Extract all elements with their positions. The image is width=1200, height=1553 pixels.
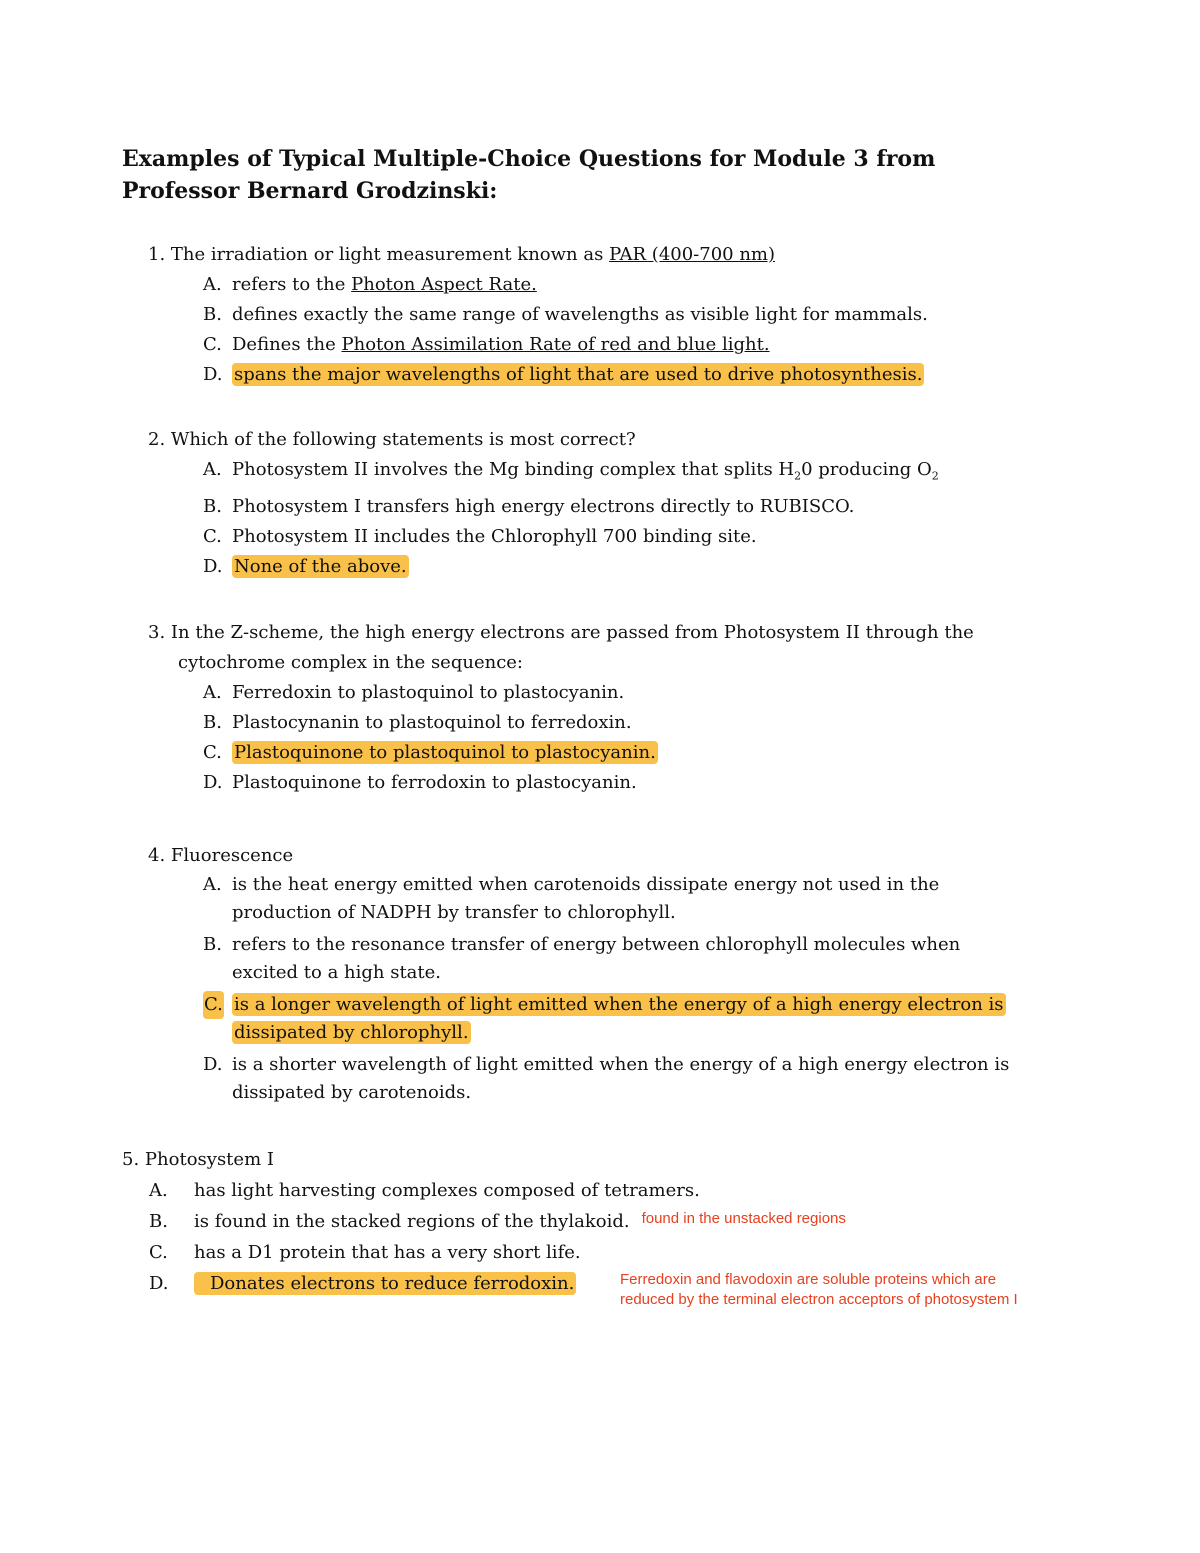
option-4b: [148, 931, 1108, 987]
option-3d: [148, 768, 1108, 798]
option-letter: D.: [203, 555, 223, 577]
option-1d: [148, 360, 1108, 390]
annotation-note: [620, 1270, 1090, 1310]
option-text-mid: 0 producing O: [801, 459, 932, 480]
option-4d: [148, 1051, 1108, 1107]
question-number: 3.: [148, 622, 166, 643]
option-line-1: is a shorter wavelength of light emitted when the energy of a high energy electron is: [232, 1054, 1010, 1075]
option-letter: C.: [203, 742, 222, 763]
option-letter: A.: [149, 1180, 168, 1201]
option-2b: [148, 492, 1108, 522]
option-5a: [122, 1175, 1082, 1206]
option-letter: B.: [149, 1211, 168, 1232]
question-text: The irradiation or light measurement known as: [170, 244, 610, 265]
option-letter: C.: [203, 525, 222, 547]
option-3c: [148, 738, 1108, 768]
question-text: In the Z-scheme, the high energy electrons are passed from Photosystem II through the: [170, 622, 974, 643]
option-letter: C.: [203, 334, 222, 355]
option-3b: [148, 708, 1108, 738]
option-letter: A.: [203, 459, 222, 480]
question-1: [148, 240, 1108, 390]
option-line-2: excited to a high state.: [232, 962, 442, 983]
option-letter: C.: [203, 991, 224, 1019]
subscript: 2: [931, 469, 939, 483]
option-text: Photosystem I transfers high energy electrons directly to RUBISCO.: [232, 495, 855, 517]
option-text: refers to the: [232, 274, 352, 295]
option-letter: B.: [203, 934, 222, 955]
option-3a: [148, 678, 1108, 708]
option-underlined: Photon Aspect Rate.: [351, 274, 537, 295]
option-letter: A.: [203, 682, 222, 703]
option-text: is found in the stacked regions of the thylakoid.: [194, 1211, 630, 1232]
option-2c: [148, 522, 1108, 552]
option-text: Plastoquinone to ferrodoxin to plastocyanin.: [232, 772, 637, 793]
highlighted-answer: spans the major wavelengths of light that are used to drive photosynthesis.: [234, 364, 923, 385]
option-line-1: refers to the resonance transfer of energy between chlorophyll molecules when: [232, 934, 961, 955]
highlighted-answer-line-1: is a longer wavelength of light emitted when the energy of a high energy electron is: [234, 994, 1004, 1015]
question-text: Fluorescence: [170, 845, 294, 866]
option-letter: B.: [203, 495, 222, 517]
question-number: 2.: [148, 429, 166, 450]
highlighted-answer: Plastoquinone to plastoquinol to plastocyanin.: [234, 742, 656, 763]
option-letter: D.: [203, 772, 223, 793]
option-text: Photosystem II involves the Mg binding complex that splits H: [232, 459, 795, 480]
option-5b: [122, 1206, 1082, 1237]
question-2-stem: [148, 425, 1108, 455]
option-letter: A.: [203, 274, 222, 295]
option-2d: [148, 552, 1108, 582]
option-text: has a D1 protein that has a very short life.: [194, 1242, 581, 1263]
option-letter: A.: [203, 874, 222, 895]
question-3-stem-continued: cytochrome complex in the sequence:: [178, 652, 523, 673]
page-title: [122, 143, 1102, 207]
option-2a: [148, 455, 1108, 492]
question-3-stem: [148, 618, 1108, 648]
question-4-stem: [148, 841, 1108, 871]
option-4c: [148, 991, 1108, 1047]
option-letter: D.: [203, 1054, 223, 1075]
annotation-line-1: Ferredoxin and flavodoxin are soluble proteins which are: [620, 1271, 997, 1288]
annotation-line-2: reduced by the terminal electron acceptors of photosystem I: [620, 1291, 1018, 1308]
option-1b: [148, 300, 1108, 330]
option-text: Ferredoxin to plastoquinol to plastocyanin.: [232, 682, 625, 703]
question-1-stem: [148, 240, 1108, 270]
highlighted-answer-line-2: dissipated by chlorophyll.: [234, 1022, 469, 1043]
option-1a: [148, 270, 1108, 300]
option-text: Plastocynanin to plastoquinol to ferredoxin.: [232, 712, 632, 733]
question-2: [148, 425, 1108, 582]
option-letter: C.: [149, 1242, 168, 1263]
option-line-2: dissipated by carotenoids.: [232, 1082, 472, 1103]
option-1c: [148, 330, 1108, 360]
option-text: Photosystem II includes the Chlorophyll 700 binding site.: [232, 525, 757, 547]
option-underlined: Photon Assimilation Rate of red and blue light.: [341, 334, 770, 355]
option-text: defines exactly the same range of wavelengths as visible light for mammals.: [232, 304, 928, 325]
handwritten-annotation: found in the unstacked regions: [641, 1210, 846, 1227]
option-letter: B.: [203, 304, 222, 325]
option-line-1: is the heat energy emitted when carotenoids dissipate energy not used in the: [232, 874, 940, 895]
question-4: [148, 841, 1108, 1107]
question-underlined: PAR (400-700 nm): [609, 244, 776, 265]
option-letter: D.: [149, 1273, 169, 1294]
option-letter: D.: [203, 364, 223, 385]
subscript: 2: [794, 469, 802, 483]
question-number: 4.: [148, 845, 166, 866]
option-4a: [148, 871, 1108, 927]
question-3: [148, 618, 1108, 798]
option-line-2: production of NADPH by transfer to chlorophyll.: [232, 902, 676, 923]
question-number: 1.: [148, 244, 166, 265]
question-5-stem: [122, 1145, 1082, 1175]
question-text: Which of the following statements is most correct?: [170, 429, 636, 450]
option-letter: B.: [203, 712, 222, 733]
question-text: Photosystem I: [144, 1149, 274, 1170]
question-number: 5.: [122, 1149, 140, 1170]
highlighted-answer: None of the above.: [234, 555, 407, 577]
title-line-2: Professor Bernard Grodzinski:: [122, 178, 498, 204]
option-5c: [122, 1237, 1082, 1268]
option-text: Defines the: [232, 334, 342, 355]
option-text: has light harvesting complexes composed of tetramers.: [194, 1180, 700, 1201]
highlighted-answer: Donates electrons to reduce ferrodoxin.: [194, 1272, 576, 1295]
title-line-1: Examples of Typical Multiple-Choice Questions for Module 3 from: [122, 146, 936, 172]
